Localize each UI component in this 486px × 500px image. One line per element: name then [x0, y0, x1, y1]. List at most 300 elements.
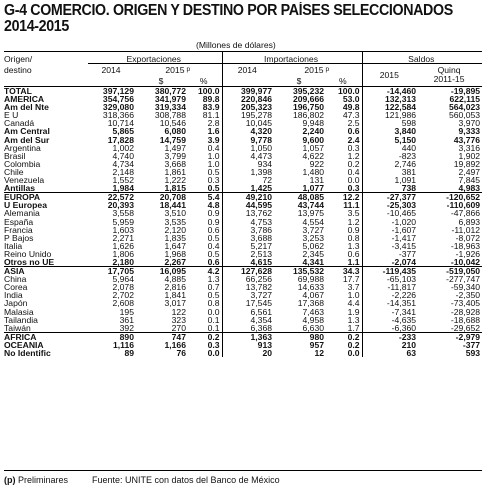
cell-i14: 195,278 — [222, 111, 274, 119]
cell-e15: 76 — [176, 348, 186, 358]
cell-i14: 66,256 — [222, 275, 274, 283]
cell-ip: 1.2 — [347, 150, 360, 161]
cell-i15: 9,600 — [302, 134, 325, 145]
cell-ip: 1.1 — [347, 256, 360, 267]
row-label: Am del Nte — [4, 102, 49, 113]
cell-e15: 3,535 — [164, 216, 186, 227]
cell-e14: 5,959 — [112, 216, 134, 227]
cell-s15: -2,074 — [362, 258, 418, 267]
cell-i15: 3,727 — [302, 224, 325, 235]
row-label: Tailandia — [4, 314, 38, 325]
cell-s15: -119,435 — [362, 267, 418, 276]
cell-i14: 17,545 — [222, 299, 274, 307]
cell-sq: 19,892 — [453, 158, 481, 169]
header-imp-2015: 2015 $^p$ — [304, 64, 330, 75]
cell-sq: -2,979 — [418, 332, 482, 341]
cell-e14: 397,129 — [102, 86, 134, 96]
cell-s15: 210 — [362, 341, 418, 349]
cell-i15: 7,463 — [302, 306, 325, 317]
cell-sq: -120,652 — [418, 193, 482, 202]
cell-ip: 12.2 — [326, 193, 362, 202]
row-label: Antillas — [4, 183, 36, 194]
row-label: Am Central — [4, 126, 50, 137]
cell-s15: -11,817 — [362, 283, 418, 291]
cell-e15: 319,334 — [154, 102, 186, 113]
cell-i15: 9,948 — [302, 118, 325, 129]
cell-sq: -29,652 — [450, 322, 481, 333]
cell-e14: 5,964 — [112, 274, 134, 285]
cell-i14: 49,210 — [222, 193, 274, 202]
cell-sq: 1,902 — [458, 150, 481, 161]
cell-s15: 1,091 — [362, 176, 418, 184]
header-imports: Importaciones — [222, 52, 362, 64]
cell-s15: -823 — [362, 152, 418, 160]
cell-s15: -1,417 — [362, 234, 418, 242]
units-label: (Millones de dólares) — [196, 40, 276, 50]
cell-s15: 440 — [362, 144, 418, 152]
cell-e14: 1,552 — [112, 175, 134, 186]
cell-i15: 196,750 — [292, 102, 325, 113]
cell-s15: -14,351 — [362, 299, 418, 307]
bottom-rule — [4, 470, 482, 471]
cell-sq: 3,970 — [458, 118, 481, 129]
cell-ep: 0.9 — [207, 208, 220, 219]
cell-ep: 0.3 — [207, 175, 220, 186]
cell-i15: 3,253 — [302, 232, 325, 243]
cell-e14: 361 — [119, 314, 134, 325]
header-bal-2015: 2015 — [362, 64, 418, 87]
cell-e14: 89 — [124, 348, 134, 358]
cell-s15: -233 — [362, 332, 418, 341]
cell-ep: 1.6 — [207, 126, 220, 137]
cell-i14: 913 — [222, 341, 274, 349]
cell-e15: 1,835 — [164, 232, 186, 243]
cell-ip: 17.7 — [342, 274, 360, 285]
header-exports: Exportaciones — [88, 52, 222, 64]
table-row — [4, 349, 482, 357]
cell-ip: 0.4 — [347, 166, 360, 177]
cell-ip: 1.0 — [347, 290, 360, 301]
cell-i14: 13,762 — [222, 209, 274, 217]
cell-i14: 127,628 — [222, 267, 274, 276]
cell-sq: -10,042 — [450, 256, 481, 267]
cell-e14: 318,366 — [102, 110, 134, 121]
cell-ip: 1.2 — [347, 216, 360, 227]
cell-i14: 3,727 — [222, 291, 274, 299]
cell-sq: 593 — [465, 348, 481, 358]
cell-ep: 1.0 — [207, 150, 220, 161]
cell-sq: 622,115 — [449, 94, 481, 105]
cell-sq: -59,340 — [450, 282, 481, 293]
cell-e15: 122 — [171, 306, 186, 317]
cell-ip: 2.4 — [347, 134, 360, 145]
row-label: India — [4, 290, 23, 301]
cell-sq: -110,609 — [446, 200, 481, 211]
cell-i15: 922 — [309, 158, 325, 169]
cell-ip: 0.9 — [347, 224, 360, 235]
cell-e14: 20,393 — [107, 200, 134, 211]
cell-i15: 5,062 — [302, 240, 325, 251]
cell-e14: 354,756 — [102, 94, 134, 105]
header-row-years — [4, 64, 482, 77]
cell-i15: 131 — [309, 175, 325, 186]
cell-e14: 4,734 — [112, 158, 134, 169]
cell-e14: 195 — [119, 306, 134, 317]
cell-i14: 1,363 — [222, 332, 274, 341]
cell-s15: 122,584 — [362, 103, 418, 111]
row-label: Corea — [4, 282, 28, 293]
row-label: Reino Unido — [4, 248, 52, 259]
header-balances: Saldos — [362, 52, 482, 64]
row-label: Taiwán — [4, 322, 31, 333]
cell-ip: 1.7 — [347, 322, 360, 333]
cell-sq: -73,405 — [450, 298, 481, 309]
cell-ep: 3.9 — [207, 134, 220, 145]
row-label: ASIA — [4, 267, 88, 276]
cell-e15: 323 — [171, 314, 186, 325]
cell-e15: 4,885 — [164, 274, 186, 285]
cell-ep: 2.8 — [207, 118, 220, 129]
cell-s15: -6,360 — [362, 324, 418, 333]
cell-ep: 0.5 — [207, 290, 220, 301]
cell-e14: 2,180 — [112, 256, 134, 267]
cell-i14: 5,217 — [222, 242, 274, 250]
cell-e14: 1,806 — [112, 248, 134, 259]
cell-sq: 2,497 — [458, 166, 481, 177]
cell-e15: 14,759 — [159, 134, 186, 145]
cell-e15: 1,497 — [164, 142, 186, 153]
cell-e14: 2,702 — [112, 290, 134, 301]
cell-i14: 4,473 — [222, 152, 274, 160]
cell-e15: 747 — [136, 332, 188, 341]
row-label: AMERICA — [4, 94, 45, 105]
footnote-preliminary: (p) Preliminares — [4, 475, 69, 485]
cell-e15: 308,788 — [154, 110, 186, 121]
cell-ip: 1.3 — [347, 314, 360, 325]
cell-e15: 6,080 — [164, 126, 186, 137]
cell-sq: -18,963 — [450, 240, 481, 251]
cell-sq: 564,023 — [448, 102, 481, 113]
row-label: Alemania — [4, 208, 40, 219]
cell-e15: 380,772 — [154, 86, 186, 96]
cell-sq: -28,928 — [450, 306, 481, 317]
cell-sq: -8,072 — [455, 232, 481, 243]
cell-e15: 3,510 — [164, 208, 186, 219]
cell-e14: 5,865 — [112, 126, 134, 137]
cell-e15: 1,222 — [164, 175, 186, 186]
cell-e14: 392 — [119, 322, 134, 333]
row-label: TOTAL — [4, 86, 32, 96]
cell-s15: 121,986 — [362, 111, 418, 119]
footnote-source: Fuente: UNITE con datos del Banco de México — [92, 475, 280, 485]
cell-sq: -1,926 — [455, 248, 481, 259]
cell-ip: 0.6 — [347, 248, 360, 259]
cell-ep: 1.3 — [207, 274, 220, 285]
cell-sq: -18,688 — [450, 314, 481, 325]
cell-e14: 2,148 — [112, 166, 134, 177]
cell-ip: 0.2 — [347, 339, 360, 350]
row-label: OCEANIA — [4, 339, 44, 350]
cell-e14: 17,705 — [88, 267, 136, 276]
cell-s15: 132,313 — [362, 95, 418, 103]
cell-e14: 1,002 — [112, 142, 134, 153]
cell-i14: 4,615 — [222, 258, 274, 267]
cell-s15: 381 — [362, 168, 418, 176]
row-label: Colombia — [4, 158, 41, 169]
cell-i15: 4,554 — [302, 216, 325, 227]
cell-i14: 2,513 — [222, 250, 274, 258]
cell-ip: 0.6 — [347, 126, 360, 137]
header-exp-pct: % — [188, 76, 222, 87]
row-label: U Europea — [4, 200, 47, 211]
cell-i15: 17,368 — [297, 298, 325, 309]
cell-ep: 0.5 — [207, 183, 220, 194]
cell-ip: 0.0 — [347, 175, 360, 186]
cell-i15: 48,085 — [274, 193, 326, 202]
cell-ip: 3.7 — [347, 282, 360, 293]
cell-i15: 4,622 — [302, 150, 325, 161]
cell-ip: 1.3 — [347, 240, 360, 251]
cell-e15: 2,816 — [164, 282, 186, 293]
cell-e15: 341,979 — [154, 94, 186, 105]
cell-ip: 0.2 — [347, 158, 360, 169]
cell-i15: 186,802 — [292, 110, 325, 121]
row-label: Brasil — [4, 150, 26, 161]
cell-ep: 0.5 — [207, 248, 220, 259]
cell-ep: 81.1 — [202, 110, 220, 121]
header-exp-2015: 2015 $^p$ — [165, 64, 191, 75]
cell-i14: 1,398 — [222, 168, 274, 176]
header-imp-2014: 2014 — [222, 64, 274, 77]
cell-ip: 1.9 — [347, 306, 360, 317]
header-exp-dollar: $ — [136, 76, 188, 87]
cell-ep: 0.7 — [207, 282, 220, 293]
cell-e14: 2,271 — [112, 232, 134, 243]
cell-i14: 6,561 — [222, 308, 274, 316]
cell-ep: 0.3 — [207, 339, 220, 350]
row-label: Chile — [4, 166, 24, 177]
cell-s15: 5,150 — [362, 136, 418, 144]
cell-i15: 4,341 — [302, 256, 325, 267]
title-line1: COMERCIO. ORIGEN Y DESTINO POR PAÍSES SELECCIONADOS — [30, 2, 453, 19]
cell-sq: -2,350 — [455, 290, 481, 301]
cell-sq: -11,012 — [451, 224, 481, 235]
cell-ip: 34.3 — [326, 267, 362, 276]
row-label: P Bajos — [4, 232, 34, 243]
cell-s15: -1,607 — [362, 226, 418, 234]
row-label: Otros no UE — [4, 256, 55, 267]
cell-sq: 7,845 — [458, 175, 481, 186]
cell-ep: 0.6 — [207, 256, 220, 267]
cell-e15: 1,841 — [164, 290, 186, 301]
cell-e15: 270 — [171, 322, 186, 333]
cell-ip: 0.8 — [347, 232, 360, 243]
cell-i15: 980 — [274, 332, 326, 341]
cell-s15: -65,103 — [362, 275, 418, 283]
cell-e15: 18,441 — [159, 200, 186, 211]
header-row-groups — [4, 52, 482, 64]
cell-e14: 17,828 — [107, 134, 134, 145]
cell-s15: -14,460 — [362, 87, 418, 96]
row-label: Canadá — [4, 118, 35, 129]
cell-e14: 2,078 — [112, 282, 134, 293]
cell-s15: 598 — [362, 119, 418, 127]
cell-i15: 2,345 — [302, 248, 325, 259]
cell-ep: 0.9 — [207, 216, 220, 227]
cell-ep: 4.8 — [207, 200, 220, 211]
row-label: E U — [4, 110, 19, 121]
row-label: China — [4, 274, 27, 285]
cell-e14: 1,116 — [112, 339, 134, 350]
row-label: AFRICA — [4, 332, 88, 341]
header-imp-dollar: $ — [274, 76, 326, 87]
cell-i15: 43,744 — [297, 200, 325, 211]
cell-e14: 1,603 — [112, 224, 134, 235]
page-title — [4, 3, 453, 35]
cell-ep: 0.1 — [207, 314, 220, 325]
cell-i15: 14,633 — [297, 282, 325, 293]
row-label: Am del Sur — [4, 134, 50, 145]
cell-ep: 83.9 — [202, 102, 220, 113]
row-label: Italia — [4, 240, 23, 251]
row-label: Francia — [4, 224, 33, 235]
cell-e15: 16,095 — [136, 267, 188, 276]
cell-i14: 44,595 — [222, 201, 274, 209]
cell-s15: 2,746 — [362, 160, 418, 168]
cell-ep: 89.8 — [202, 94, 220, 105]
cell-i15: 2,240 — [302, 126, 325, 137]
cell-s15: -1,020 — [362, 218, 418, 226]
cell-s15: 738 — [362, 184, 418, 193]
cell-sq: -377 — [462, 339, 481, 350]
cell-e14: 1,984 — [112, 183, 134, 194]
row-label: Argentina — [4, 142, 41, 153]
cell-sq: 4,983 — [458, 183, 481, 194]
cell-ep: 0.5 — [207, 232, 220, 243]
cell-s15: -3,415 — [362, 242, 418, 250]
cell-ip: 0.0 — [347, 348, 360, 358]
cell-sq: 3,316 — [458, 142, 481, 153]
cell-ep: 0.6 — [207, 224, 220, 235]
cell-ip: 4.4 — [347, 298, 360, 309]
cell-i14: 934 — [222, 160, 274, 168]
cell-e15: 2,267 — [164, 256, 186, 267]
cell-i14: 4,354 — [222, 316, 274, 324]
cell-i15: 1,077 — [302, 183, 325, 194]
cell-i15: 6,630 — [302, 322, 325, 333]
cell-i14: 9,778 — [222, 136, 274, 144]
cell-ep: 0.8 — [207, 298, 220, 309]
cell-s15: 63 — [362, 349, 418, 357]
cell-i15: 1,480 — [302, 166, 325, 177]
cell-i15: 395,232 — [292, 86, 325, 96]
header-exp-2014: 2014 — [101, 64, 121, 75]
cell-sq: 43,776 — [453, 134, 481, 145]
cell-ip: 11.1 — [343, 200, 360, 211]
header-origin-1: Origen/ — [4, 54, 33, 65]
cell-i14: 72 — [222, 176, 274, 184]
cell-s15: -377 — [362, 250, 418, 258]
cell-i15: 69,988 — [297, 274, 325, 285]
cell-sq: 6,893 — [458, 216, 481, 227]
cell-e15: 3,668 — [164, 158, 186, 169]
cell-e14: 1,626 — [112, 240, 134, 251]
cell-ep: 1.0 — [207, 158, 220, 169]
table-body — [4, 87, 482, 358]
cell-ep: 100.0 — [198, 86, 220, 96]
cell-e14: 4,740 — [112, 150, 134, 161]
header-bal-quinq: Quinq 2011-15 — [418, 64, 482, 87]
cell-s15: 3,840 — [362, 127, 418, 135]
cell-ep: 0.4 — [207, 142, 220, 153]
cell-i14: 3,688 — [222, 234, 274, 242]
cell-s15: -4,635 — [362, 316, 418, 324]
row-label: Malasia — [4, 306, 34, 317]
cell-e14: 329,080 — [102, 102, 134, 113]
cell-ip: 0.2 — [326, 332, 362, 341]
header-origin-2: destino — [4, 64, 32, 75]
cell-ep: 0.2 — [188, 332, 222, 341]
cell-e15: 1,166 — [164, 339, 186, 350]
cell-i14: 4,320 — [222, 127, 274, 135]
cell-sq: -47,866 — [450, 208, 481, 219]
cell-s15: -10,465 — [362, 209, 418, 217]
cell-e15: 20,708 — [136, 193, 188, 202]
cell-i15: 4,067 — [302, 290, 325, 301]
cell-sq: 9,333 — [458, 126, 481, 137]
cell-ep: 0.1 — [207, 322, 220, 333]
cell-i14: 10,045 — [222, 119, 274, 127]
cell-i15: 209,666 — [292, 94, 325, 105]
cell-e15: 10,546 — [159, 118, 186, 129]
cell-e14: 890 — [88, 332, 136, 341]
cell-ip: 49.8 — [342, 102, 360, 113]
cell-ep: 0.0 — [207, 348, 220, 358]
cell-i15: 13,975 — [297, 208, 325, 219]
cell-ep: 0.0 — [207, 306, 220, 317]
cell-i15: 135,532 — [274, 267, 326, 276]
trade-table — [4, 52, 482, 357]
cell-i15: 1,057 — [302, 142, 325, 153]
cell-i14: 220,846 — [222, 95, 274, 103]
cell-ip: 0.3 — [347, 142, 360, 153]
cell-e14: 10,714 — [107, 118, 134, 129]
cell-i14: 3,786 — [222, 226, 274, 234]
cell-i14: 399,977 — [222, 87, 274, 96]
cell-ep: 4.2 — [188, 267, 222, 276]
title-code: G-4 — [4, 2, 27, 19]
cell-e15: 1,647 — [164, 240, 186, 251]
cell-sq: -277,747 — [446, 274, 481, 285]
cell-e14: 2,608 — [112, 298, 134, 309]
cell-i15: 957 — [309, 339, 325, 350]
cell-i15: 4,958 — [302, 314, 325, 325]
cell-i14: 1,050 — [222, 144, 274, 152]
row-label: Venezuela — [4, 175, 45, 186]
cell-e15: 3,799 — [164, 150, 186, 161]
cell-ip: 47.3 — [342, 110, 360, 121]
cell-e15: 1,815 — [164, 183, 186, 194]
cell-ip: 3.5 — [347, 208, 360, 219]
cell-i14: 6,368 — [222, 324, 274, 333]
cell-e14: 22,572 — [88, 193, 136, 202]
row-label: EUROPA — [4, 193, 88, 202]
cell-i14: 1,425 — [222, 184, 274, 193]
cell-i14: 20 — [222, 349, 274, 357]
cell-ip: 100.0 — [338, 86, 360, 96]
cell-sq: -19,895 — [450, 86, 481, 96]
header-imp-pct: % — [326, 76, 362, 87]
